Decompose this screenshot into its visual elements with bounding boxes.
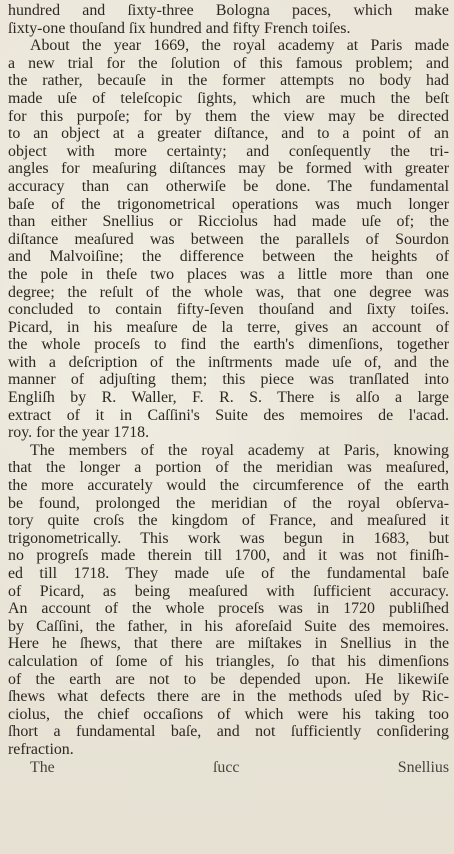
text-line: degree; the reſult of the whole was, that one degree was <box>8 283 449 301</box>
text-line: calculation of ſome of his triangles, ſo that his dimenſions <box>8 652 449 670</box>
text-line: angles for meaſuring diſtances may be formed with greater <box>8 160 449 178</box>
text-line: ſixty-one thouſand ſix hundred and fifty French toiſes. <box>8 19 351 37</box>
text-line: trigonometrically. This work was begun in 1683, but <box>8 529 449 547</box>
text-line: by Caſſini, the father, in his aforeſaid Suite des memoires. <box>8 617 449 635</box>
text-line: hundred and ſixty-three Bologna paces, which make <box>8 2 449 19</box>
text-line: a new trial for the ſolution of this famous problem; and <box>8 54 449 72</box>
text-line: tory quite croſs the kingdom of France, and meaſured it <box>8 512 449 530</box>
text-line: concluded to contain fifty-ſeven thouſand and ſixty toiſes. <box>8 301 449 319</box>
text-line: manner of adjuſting them; this piece was tranſlated into <box>8 371 449 389</box>
paragraph-1 <box>8 2 449 37</box>
text-line: than either Snellius or Ricciolus had made uſe of; the <box>8 213 449 231</box>
text-line: the more accurately would the circumference of the earth <box>8 477 449 495</box>
text-line: with a deſcription of the inſtrments made uſe of, and the <box>8 353 449 371</box>
text-line: that the longer a portion of the meridian was meaſured, <box>8 459 449 477</box>
paragraph-3 <box>8 442 449 759</box>
text-line: The members of the royal academy at Paris, knowing <box>30 441 449 459</box>
text-line: the whole proceſs to find the earth's dimenſions, together <box>8 336 449 354</box>
text-line: baſe of the trigonometrical operations was much longer <box>8 195 449 213</box>
text-line: Here he ſhews, that there are miſtakes in Snellius in the <box>8 635 449 653</box>
text-body <box>8 2 449 776</box>
text-line: of Picard, as being meaſured with ſufficient accuracy. <box>8 582 449 600</box>
text-line: extract of it in Caſſini's Suite des memoires de l'acad. <box>8 406 449 424</box>
text-line: the pole in theſe two places was a little more than one <box>8 265 449 283</box>
text-line: no progreſs made therein till 1700, and it was not finiſh- <box>8 547 449 565</box>
text-line: ſhort a fundamental baſe, and not ſufficiently conſidering <box>8 723 449 741</box>
text-line: The ſucc Snellius <box>30 758 449 776</box>
text-line: An account of the whole proceſs was in 1720 publiſhed <box>8 600 449 618</box>
text-line: ciolus, the chief occaſions of which were his taking too <box>8 705 449 723</box>
text-line: and Malvoiſine; the difference between the heights of <box>8 248 449 266</box>
text-line: for this purpoſe; for by them the view may be directed <box>8 107 449 125</box>
text-line: About the year 1669, the royal academy at Paris made <box>30 37 449 55</box>
text-line: the rather, becauſe in the former attempts no body had <box>8 72 449 90</box>
paragraph-2 <box>8 37 449 442</box>
text-line: accuracy than can otherwiſe be done. The fundamental <box>8 177 449 195</box>
paragraph-4-partial <box>8 758 449 776</box>
text-line: object with more certainty; and conſequently the tri- <box>8 142 449 160</box>
text-line: ſhews what defects there are in the methods uſed by Ric- <box>8 688 449 706</box>
text-line: of the earth are not to be depended upon. He likewiſe <box>8 670 449 688</box>
text-line: diſtance meaſured was between the parallels of Sourdon <box>8 230 449 248</box>
text-line: be found, prolonged the meridian of the royal obſerva- <box>8 494 449 512</box>
text-line: Picard, in his meaſure de la terre, gives an account of <box>8 318 449 336</box>
text-line: roy. for the year 1718. <box>8 424 150 442</box>
text-line: refraction. <box>8 740 74 758</box>
text-line: Engliſh by R. Waller, F. R. S. There is alſo a large <box>8 389 449 407</box>
text-line: made uſe of teleſcopic ſights, which are much the beſt <box>8 89 449 107</box>
text-line: to an object at a greater diſtance, and to a point of an <box>8 125 449 143</box>
text-line: ed till 1718. They made uſe of the fundamental baſe <box>8 565 449 582</box>
